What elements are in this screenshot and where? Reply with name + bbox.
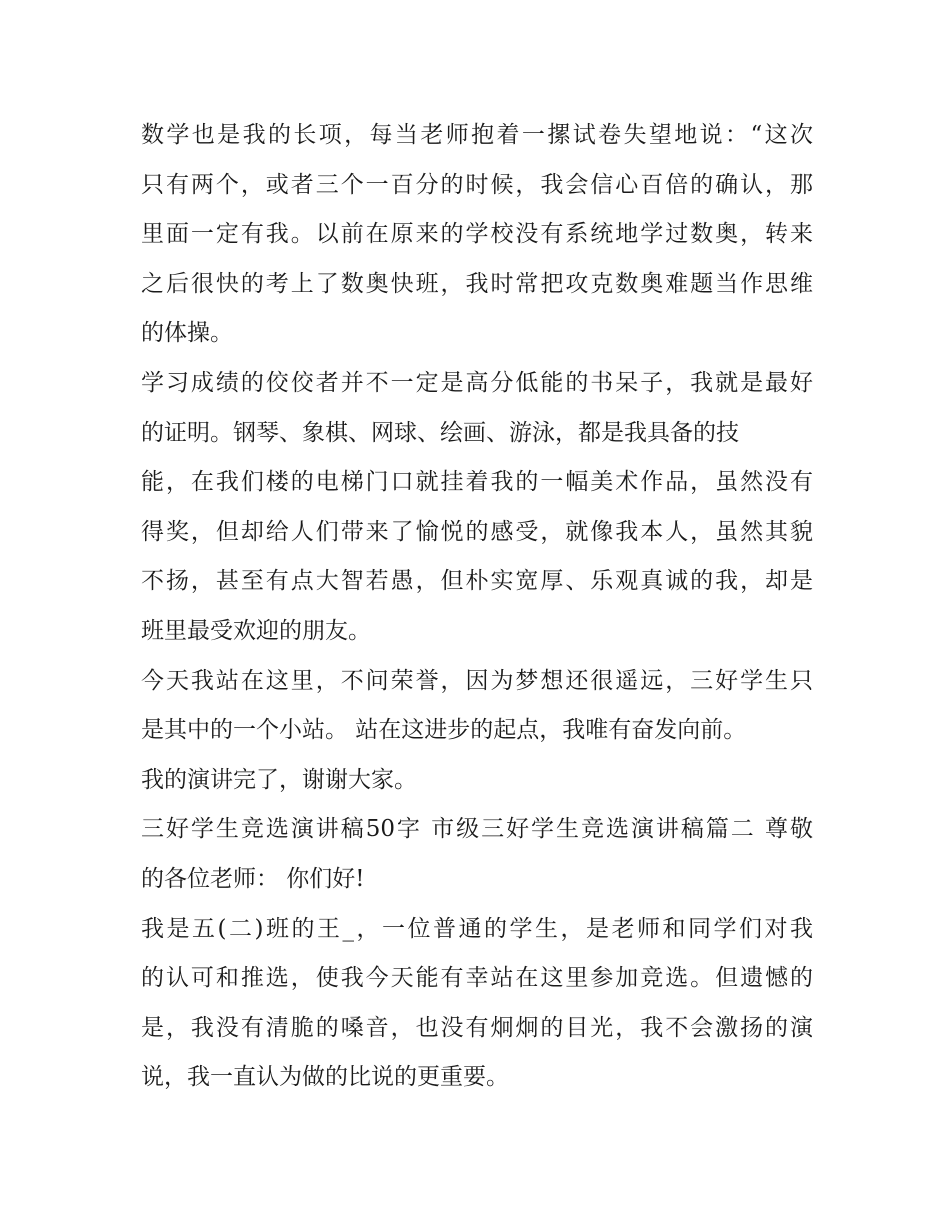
text-line: 学习成绩的佼佼者并不一定是高分低能的书呆子，我就是最好: [141, 369, 813, 396]
text-line: 我是五(二)班的王_，一位普通的学生，是老师和同学们对我: [141, 915, 813, 942]
text-line: 三好学生竞选演讲稿50字 市级三好学生竞选演讲稿篇二 尊敬: [141, 816, 813, 843]
paragraph-skills: [141, 359, 813, 657]
text-line: 只有两个，或者三个一百分的时候，我会信心百倍的确认，那: [141, 171, 813, 198]
paragraph-title-greeting: [141, 805, 813, 904]
text-line: 的各位老师： 你们好!: [141, 865, 365, 892]
paragraph-closing: [141, 756, 813, 806]
text-line: 是其中的一个小站。 站在这进步的起点，我唯有奋发向前。: [141, 717, 747, 744]
text-line: 能，在我们楼的电梯门口就挂着我的一幅美术作品，虽然没有: [141, 469, 813, 496]
text-line: 班里最受欢迎的朋友。: [141, 617, 371, 644]
text-line: 是，我没有清脆的嗓音，也没有炯炯的目光，我不会激扬的演: [141, 1014, 813, 1041]
text-line: 之后很快的考上了数奥快班，我时常把攻克数奥难题当作思维: [141, 270, 813, 297]
text-line: 不扬，甚至有点大智若愚，但朴实宽厚、乐观真诚的我，却是: [141, 568, 813, 595]
paragraph-math: [141, 111, 813, 359]
text-line: 数学也是我的长项，每当老师抱着一摞试卷失望地说：“这次: [141, 122, 813, 148]
text-line: 里面一定有我。以前在原来的学校没有系统地学过数奥，转来: [141, 221, 813, 248]
document-body: [141, 111, 813, 1103]
text-line: 的认可和推选，使我今天能有幸站在这里参加竞选。但遗憾的: [141, 965, 813, 992]
text-line: 的证明。钢琴、象棋、网球、绘画、游泳，都是我具备的技: [141, 419, 739, 446]
paragraph-intro: [141, 905, 813, 1103]
text-line: 说，我一直认为做的比说的更重要。: [141, 1064, 509, 1091]
text-line: 得奖，但却给人们带来了愉悦的感受，就像我本人，虽然其貌: [141, 518, 813, 545]
text-line: 的体操。: [141, 320, 233, 347]
text-line: 我的演讲完了，谢谢大家。: [141, 766, 417, 793]
text-line: 今天我站在这里，不问荣誉，因为梦想还很遥远，三好学生只: [141, 667, 813, 694]
paragraph-today: [141, 657, 813, 756]
